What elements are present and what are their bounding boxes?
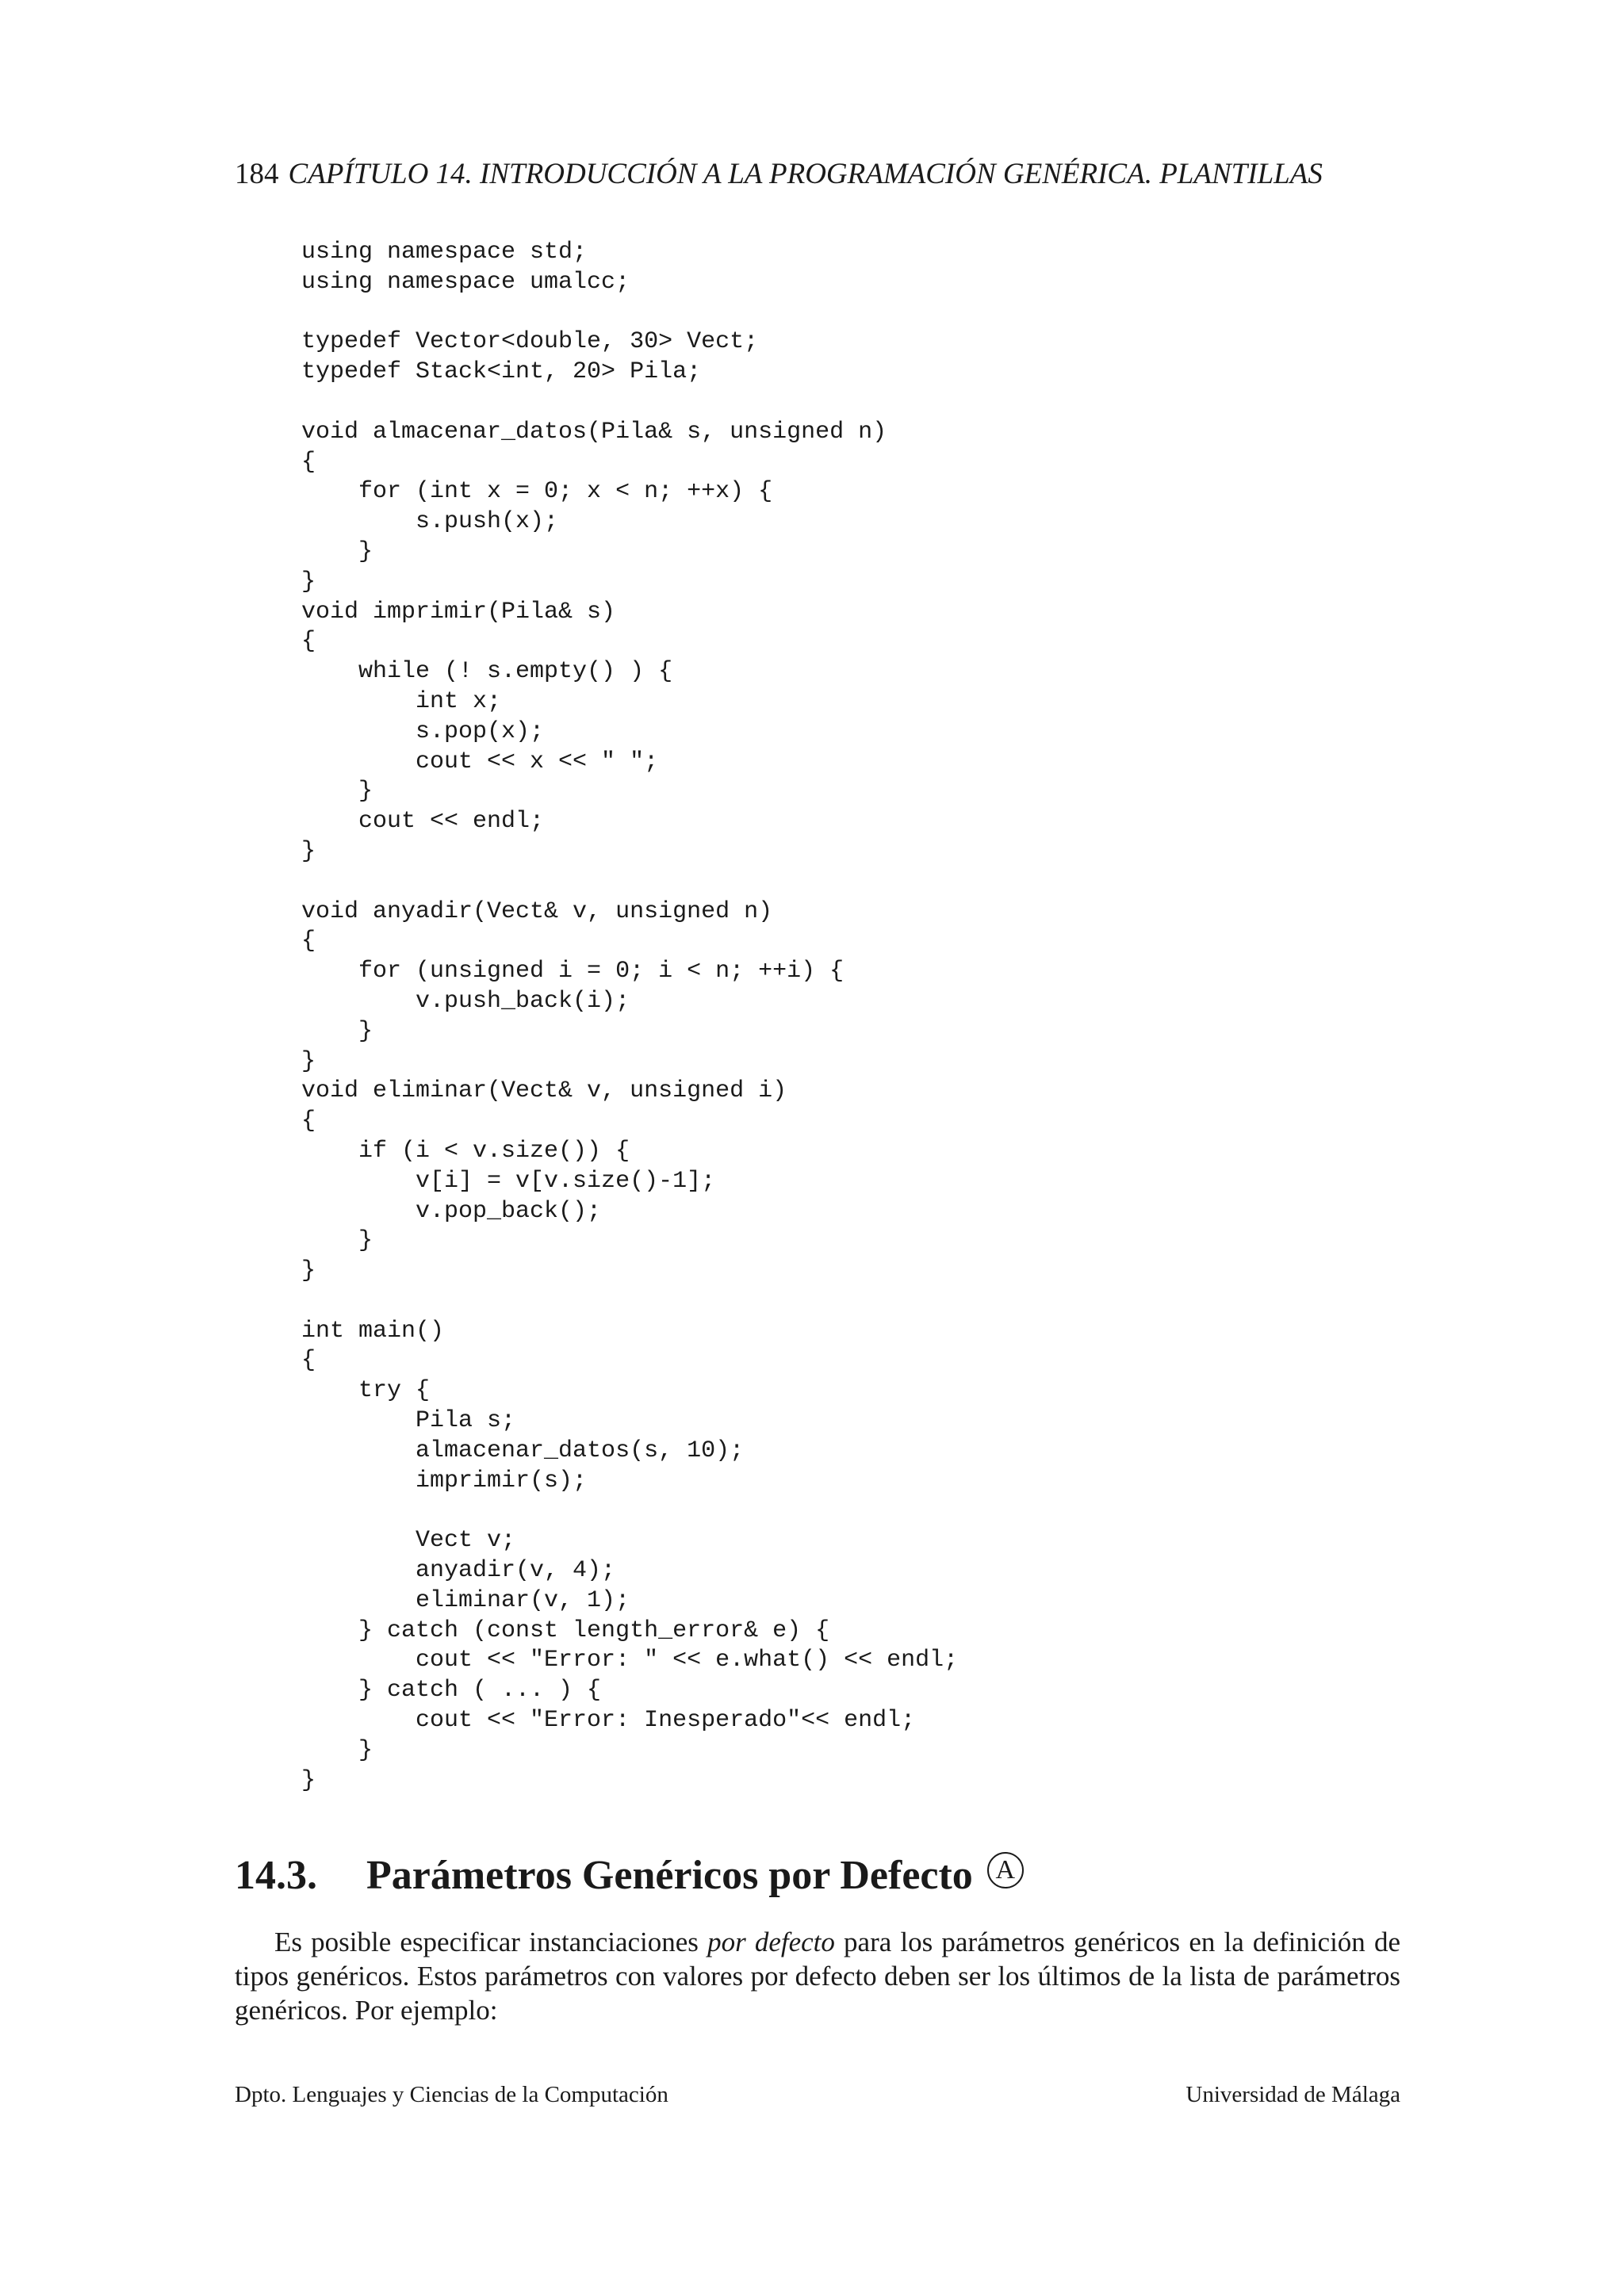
paragraph-text-2: para los parámetros genéricos en la definición de tipos genéricos. Estos parámetros con valores por defecto deben ser los últimos de la lista de parámetros genéricos. Por ejemplo: — [235, 1927, 1400, 2026]
section-heading — [235, 1850, 1024, 1901]
advanced-badge-letter: A — [995, 1855, 1016, 1885]
footer-department: Dpto. Lenguajes y Ciencias de la Computación — [235, 2082, 668, 2107]
section-title: Parámetros Genéricos por Defecto — [366, 1853, 973, 1898]
section-number: 14.3. — [235, 1853, 317, 1898]
page-number: 184 — [235, 158, 279, 190]
paragraph-text-1: Es posible especificar instanciaciones — [274, 1927, 708, 1957]
footer-university: Universidad de Málaga — [1185, 2082, 1400, 2107]
body-paragraph — [235, 1925, 1400, 2027]
running-header — [235, 155, 1400, 193]
advanced-circle-icon — [987, 1852, 1024, 1888]
paragraph-emphasis: por defecto — [707, 1927, 835, 1957]
code-listing: using namespace std; using namespace umalcc; typedef Vector<double, 30> Vect; typedef Stack<int, 20> Pila; void almacenar_datos(Pila& s, unsigned n) { for (int x = 0; x < n; ++x) { s.push(x); } } void imprimir(Pila& s) { while (! s.empty() ) { int x; s.pop(x); cout << x << " "; } cout << endl; } void anyadir(Vect& v, unsigned n) { for (unsigned i = 0; i < n; ++i) { v.push_back(i); } } void eliminar(Vect& v, unsigned i) { if (i < v.size()) { v[i] = v[v.size()-1]; v.pop_back(); } } int main() { try { Pila s; almacenar_datos(s, 10); imprimir(s); Vect v; anyadir(v, 4); eliminar(v, 1); } catch (const length_error& e) { cout << "Error: " << e.what() << endl; } catch ( ... ) { cout << "Error: Inesperado"<< endl; } } — [301, 239, 959, 1794]
chapter-title: CAPÍTULO 14. INTRODUCCIÓN A LA PROGRAMACIÓN GENÉRICA. PLANTILLAS — [288, 158, 1323, 190]
